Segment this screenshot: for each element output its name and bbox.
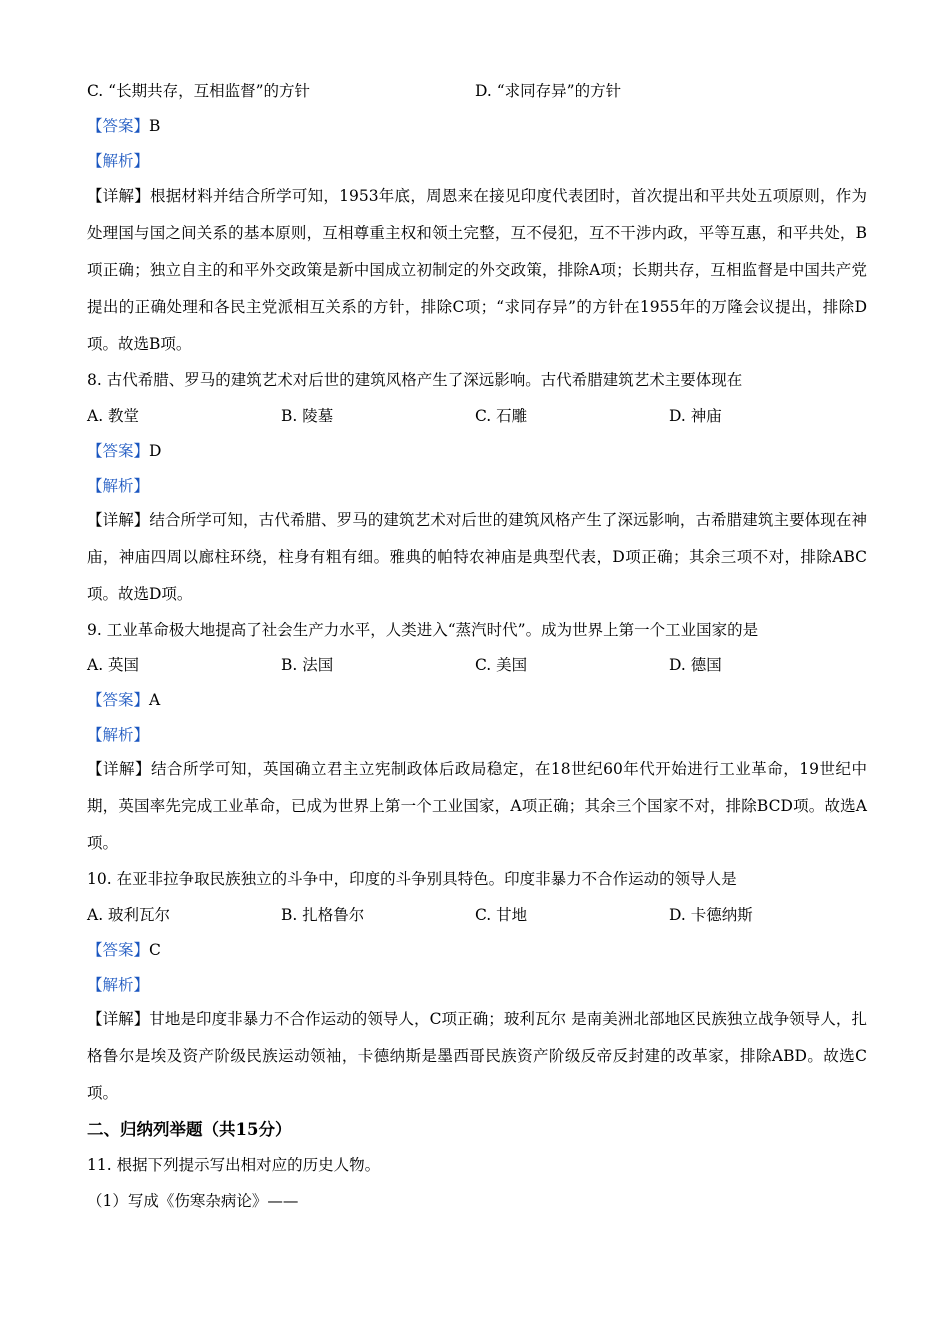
option-a: A. 玻利瓦尔 <box>87 906 171 924</box>
option-d: D. “求同存异”的方针 <box>475 82 622 100</box>
answer-value: B <box>149 117 161 135</box>
option-c: C. “长期共存，互相监督”的方针 <box>87 82 311 100</box>
answer-value: D <box>149 442 162 460</box>
section-heading: 二、归纳列举题（共15分） <box>87 1120 292 1139</box>
option-c: C. 石雕 <box>475 407 528 425</box>
q7-detail <box>87 178 867 363</box>
option-d: D. 卡德纳斯 <box>669 906 753 924</box>
q8-detail <box>87 502 867 613</box>
q10-answer <box>87 938 161 962</box>
answer-tag: 【答案】 <box>87 117 150 135</box>
answer-tag: 【答案】 <box>87 442 150 460</box>
detail-tag: 【详解】 <box>87 1010 150 1028</box>
option-b: B. 扎格鲁尔 <box>281 906 365 924</box>
detail-text: 根据材料并结合所学可知，1953年底，周恩来在接见印度代表团时，首次提出和平共处五项原则，作为处理国与国之间关系的基本原则，互相尊重主权和领土完整，互不侵犯，互不干涉内政，平等互惠，和平共处，B项正确；独立自主的和平外交政策是新中国成立初制定的外交政策，排除A项；长期共存，互相监督是中国共产党提出的正确处理和各民主党派相互关系的方针，排除C项；“求同存异”的方针在1955年的万隆会议提出，排除D项。故选B项。 <box>87 187 867 353</box>
option-d: D. 神庙 <box>669 407 722 425</box>
q11-part1: （1）写成《伤寒杂病论》—— <box>87 1192 299 1210</box>
q7-answer <box>87 114 160 138</box>
option-d: D. 德国 <box>669 656 722 674</box>
answer-tag: 【答案】 <box>87 691 150 709</box>
option-c: C. 甘地 <box>475 906 528 924</box>
q10-stem: 10. 在亚非拉争取民族独立的斗争中，印度的斗争别具特色。印度非暴力不合作运动的领导人是 <box>87 870 737 888</box>
detail-tag: 【详解】 <box>87 511 150 529</box>
option-a: A. 英国 <box>87 656 140 674</box>
q9-analysis-tag: 【解析】 <box>87 726 150 744</box>
q10-detail <box>87 1001 867 1112</box>
detail-tag: 【详解】 <box>87 760 151 778</box>
q8-analysis-tag: 【解析】 <box>87 477 150 495</box>
q9-stem: 9. 工业革命极大地提高了社会生产力水平，人类进入“蒸汽时代”。成为世界上第一个工业国家的是 <box>87 621 759 639</box>
q9-detail <box>87 751 867 862</box>
option-b: B. 陵墓 <box>281 407 334 425</box>
option-b: B. 法国 <box>281 656 334 674</box>
q7-analysis-tag: 【解析】 <box>87 152 150 170</box>
option-c: C. 美国 <box>475 656 528 674</box>
q8-stem: 8. 古代希腊、罗马的建筑艺术对后世的建筑风格产生了深远影响。古代希腊建筑艺术主要体现在 <box>87 371 743 389</box>
detail-text: 结合所学可知，英国确立君主立宪制政体后政局稳定，在18世纪60年代开始进行工业革命，19世纪中期，英国率先完成工业革命，已成为世界上第一个工业国家，A项正确；其余三个国家不对，排除BCD项。故选A项。 <box>87 760 867 852</box>
q8-answer <box>87 439 161 463</box>
option-a: A. 教堂 <box>87 407 140 425</box>
q10-analysis-tag: 【解析】 <box>87 976 150 994</box>
q11-stem: 11. 根据下列提示写出相对应的历史人物。 <box>87 1156 381 1174</box>
answer-value: A <box>149 691 161 709</box>
detail-tag: 【详解】 <box>87 187 151 205</box>
detail-text: 结合所学可知，古代希腊、罗马的建筑艺术对后世的建筑风格产生了深远影响，古希腊建筑主要体现在神庙，神庙四周以廊柱环绕，柱身有粗有细。雅典的帕特农神庙是典型代表，D项正确；其余三项不对，排除ABC项。故选D项。 <box>87 511 867 603</box>
answer-tag: 【答案】 <box>87 941 150 959</box>
detail-text: 甘地是印度非暴力不合作运动的领导人，C项正确；玻利瓦尔 是南美洲北部地区民族独立战争领导人，扎格鲁尔是埃及资产阶级民族运动领袖，卡德纳斯是墨西哥民族资产阶级反帝反封建的改革家，排除ABD。故选C项。 <box>87 1010 867 1102</box>
q9-answer <box>87 688 160 712</box>
answer-value: C <box>149 941 161 959</box>
